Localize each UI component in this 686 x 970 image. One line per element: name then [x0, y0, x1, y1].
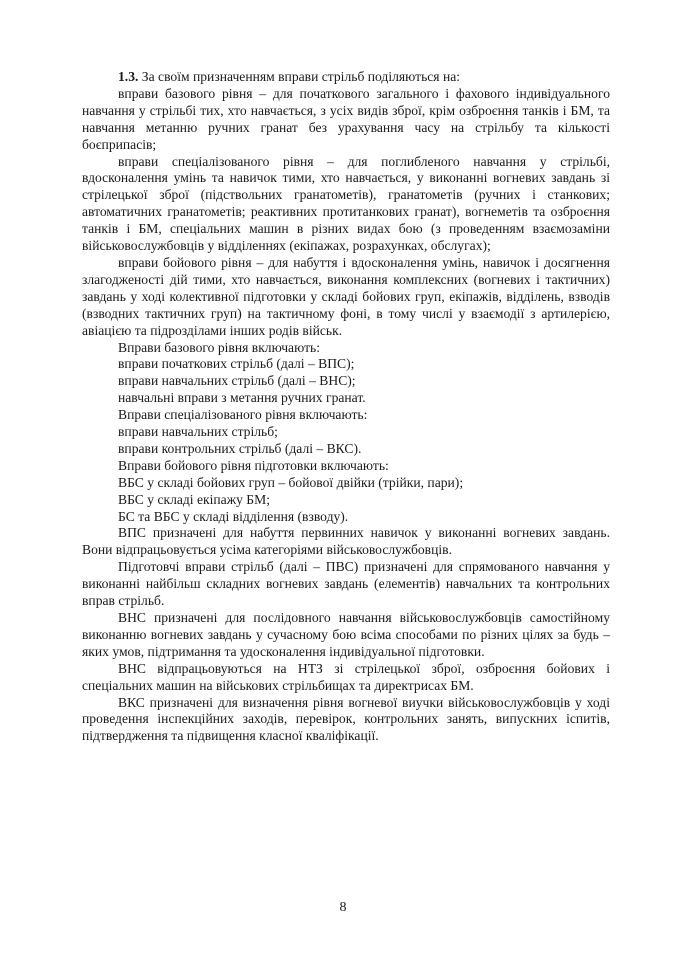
list-item: вправи навчальних стрільб; — [118, 424, 278, 440]
section-intro-text: За своїм призначенням вправи стрільб поділяються на: — [141, 69, 461, 84]
list-item: вправи навчальних стрільб (далі – ВНС); — [118, 373, 356, 389]
paragraph-specialized-level: вправи спеціалізованого рівня – для поглибленого навчання у стрільбі, вдосконалення умінь та навичок тими, хто навчається, у виконанні вогневих завдань зі стрілецької зброї (підствольних гранатометів), гранатометів (ручних і станкових; автоматичних гранатометів; реактивних протитанкових гранат), вогнеметів та озброєння танків і БМ, спеціальних машин в різних видах бою (з проведенням взаємозаміни військовослужбовців у відділеннях (екіпажах, розрахунках, обслугах); — [82, 153, 610, 254]
list-item: вправи контрольних стрільб (далі – ВКС). — [118, 440, 362, 456]
list-header-basic: Вправи базового рівня включають: — [118, 339, 320, 355]
paragraph-vks: ВКС призначені для визначення рівня вогневої виучки військовослужбовців у ході проведення інспекційних заходів, перевірок, контрольних занять, випускних іспитів, підтвердження та підвищення класної кваліфікації. — [82, 694, 610, 744]
paragraph-vps: ВПС призначені для набуття первинних навичок у виконанні вогневих завдань. Вони відпрацьовується усіма категоріями військовослужбовців. — [82, 525, 610, 558]
list-item: БС та ВБС у складі відділення (взводу). — [118, 508, 349, 524]
list-item: ВБС у складі бойових груп – бойової двійки (трійки, пари); — [118, 474, 464, 490]
paragraph-pvs: Підготовчі вправи стрільб (далі – ПВС) призначені для спрямованого навчання у виконанні найбільш складних вогневих завдань (елементів) навчальних та контрольних вправ стрільб. — [82, 559, 610, 609]
paragraph-vns: ВНС призначені для послідовного навчання військовослужбовців самостійному виконанню вогневих завдань у сучасному бою всіма способами по різних цілях за будь – яких умов, підтримання та удосконалення індивідуальної підготовки. — [82, 610, 610, 659]
list-header-combat: Вправи бойового рівня підготовки включають: — [118, 457, 389, 473]
list-item: вправи початкових стрільб (далі – ВПС); — [118, 356, 355, 372]
paragraph-basic-level: вправи базового рівня – для початкового загального і фахового індивідуального навчання у стрільбі тих, хто навчається, з усіх видів зброї, крім озброєння танків і БМ, та навчання метанню ручних гранат без урахування часу на стрільбу та кількості боєприпасів; — [82, 85, 610, 152]
paragraph-combat-level: вправи бойового рівня – для набуття і вдосконалення умінь, навичок і досягнення злагодженості дій тими, хто навчається, виконання комплексних (вогневих і тактичних) завдань у ході колективної підготовки у складі бойових груп, екіпажів, відділень, взводів (взводних тактичних груп) на тактичному фоні, в тому числі у взаємодії з артилерією, авіацією та підрозділами інших родів військ. — [82, 254, 610, 338]
list-header-specialized: Вправи спеціалізованого рівня включають: — [118, 407, 368, 423]
section-number: 1.3. — [118, 69, 139, 84]
page-number: 8 — [339, 900, 347, 915]
paragraph-vns-ranges: ВНС відпрацьовуються на НТЗ зі стрілецької зброї, озброєння бойових і спеціальних машин на військових стрільбищах та директрисах БМ. — [82, 660, 610, 693]
section-intro — [82, 69, 610, 86]
page-body — [82, 69, 610, 745]
list-item: навчальні вправи з метання ручних гранат. — [118, 390, 366, 406]
list-item: ВБС у складі екіпажу БМ; — [118, 491, 270, 507]
